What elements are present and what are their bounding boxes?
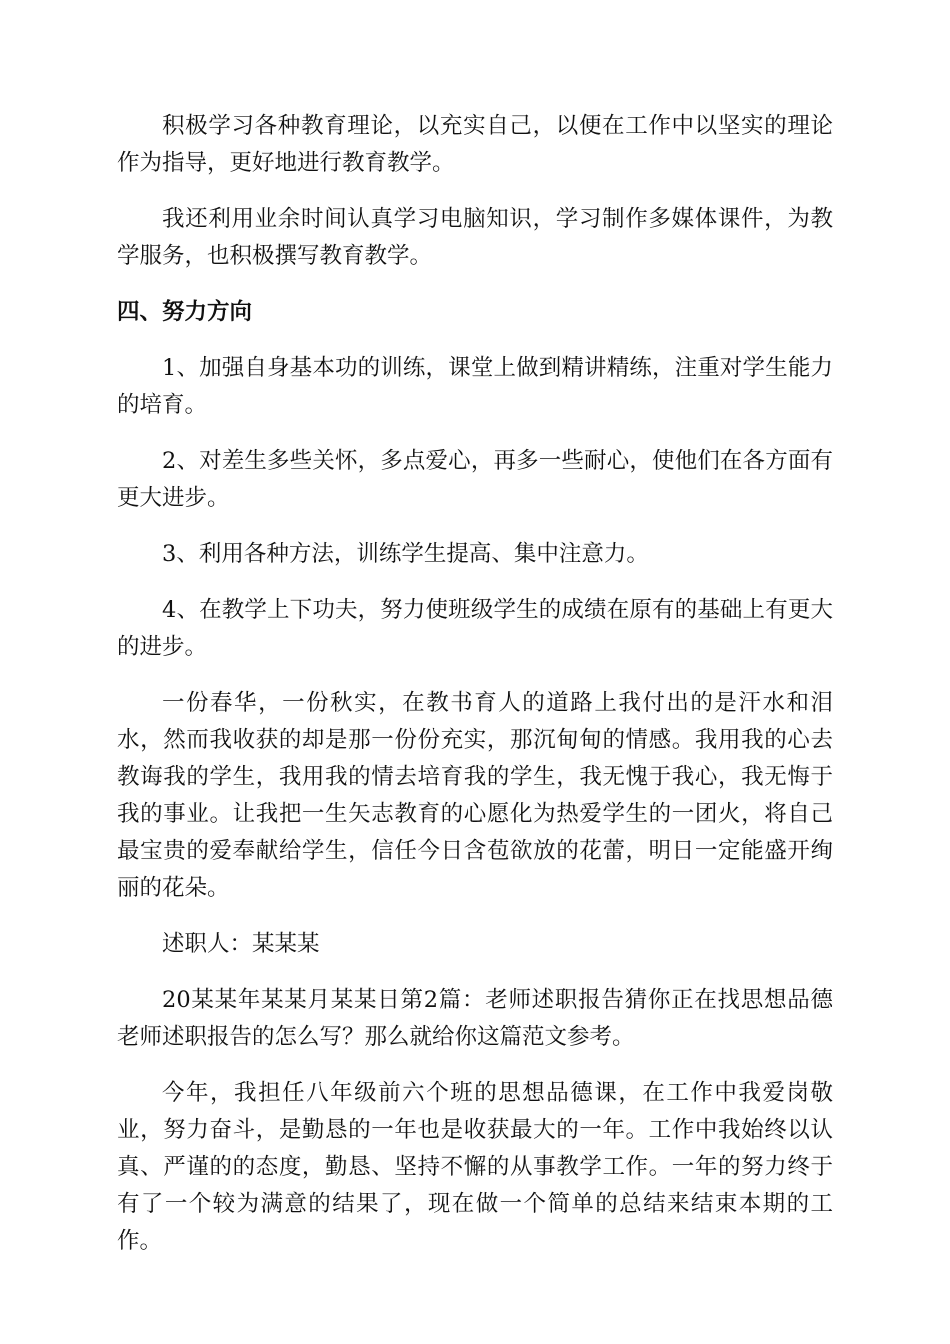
paragraph-this-year: 今年，我担任八年级前六个班的思想品德课，在工作中我爱岗敬业，努力奋斗，是勤恳的一年也是收获最大的一年。工作中我始终以认真、严谨的的态度，勤恳、坚持不懈的从事教学工作。一年的努力终于有了一个较为满意的结果了，现在做一个简单的总结来结束本期的工作。 [117,1080,833,1254]
list-item-3: 3、利用各种方法，训练学生提高、集中注意力。 [162,541,649,567]
signature-line: 述职人：某某某 [162,931,320,957]
list-item-4: 4、在教学上下功夫，努力使班级学生的成绩在原有的基础上有更大的进步。 [117,597,833,660]
paragraph-date-second-report: 20某某年某某月某某日第2篇：老师述职报告猜你正在找思想品德老师述职报告的怎么写？那么就给你这篇范文参考。 [117,987,833,1050]
section-heading-direction: 四、努力方向 [117,299,253,325]
paragraph-conclusion: 一份春华，一份秋实，在教书育人的道路上我付出的是汗水和泪水，然而我收获的却是那一份份充实，那沉甸甸的情感。我用我的心去教诲我的学生，我用我的情去培育我的学生，我无愧于我心，我无悔于我的事业。让我把一生矢志教育的心愿化为热爱学生的一团火，将自己最宝贵的爱奉献给学生，信任今日含苞欲放的花蕾，明日一定能盛开绚丽的花朵。 [117,690,833,901]
list-item-2: 2、对差生多些关怀，多点爱心，再多一些耐心，使他们在各方面有更大进步。 [117,448,833,511]
paragraph-theory-study: 积极学习各种教育理论，以充实自己，以便在工作中以坚实的理论作为指导，更好地进行教育教学。 [117,113,833,176]
paragraph-computer-study: 我还利用业余时间认真学习电脑知识，学习制作多媒体课件，为教学服务，也积极撰写教育教学。 [117,206,833,269]
document-page [117,108,833,1279]
list-item-1: 1、加强自身基本功的训练，课堂上做到精讲精练，注重对学生能力的培育。 [117,355,833,418]
